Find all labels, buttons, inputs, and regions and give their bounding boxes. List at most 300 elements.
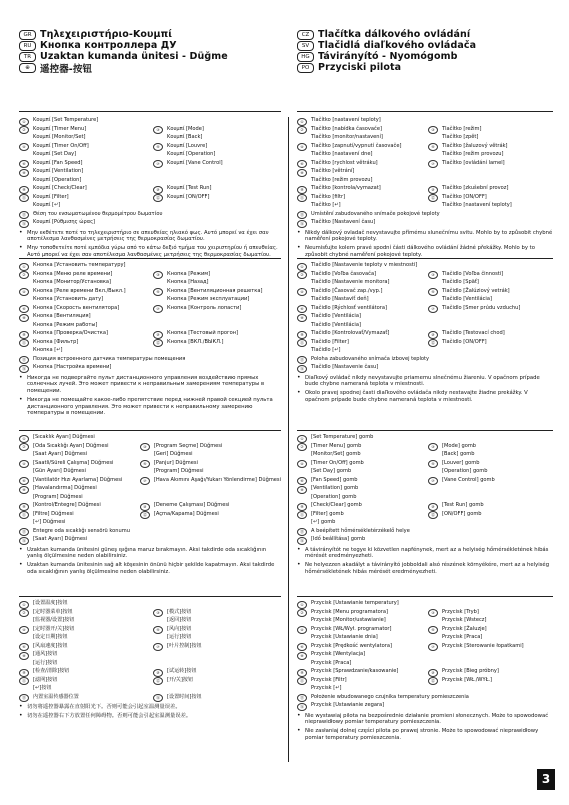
item-label: Przycisk [Ustawianie temperatury]: [311, 600, 399, 606]
item-label: [↵] Düğmesi: [33, 519, 66, 525]
item-number: ⑭: [297, 537, 307, 545]
list-item: [19, 305, 147, 314]
item-label: Tlačidlo [ON/OFF]: [442, 338, 487, 345]
header-line: [297, 40, 547, 51]
item-number: ⑭: [19, 537, 29, 545]
header-line: [19, 62, 269, 73]
section-hungarian: [297, 434, 553, 576]
language-badge: CZ: [297, 30, 314, 40]
list-item: [297, 460, 422, 469]
warning-note: [297, 375, 553, 389]
item-number: ⑦: [153, 305, 163, 313]
item-label: [Back] gomb: [442, 451, 475, 457]
bullet-icon: •: [19, 703, 23, 710]
list-item: [19, 685, 281, 694]
bullet-icon: •: [297, 545, 301, 553]
list-item: [19, 468, 134, 477]
item-number: ⑬: [297, 694, 307, 702]
language-badge: HG: [297, 52, 314, 62]
item-label: [Program Seçme] Düğmesi: [153, 442, 223, 449]
list-item: [19, 485, 281, 494]
item-number: ⑧: [19, 169, 29, 177]
section-polish: [297, 600, 553, 742]
item-number: ⑫: [140, 511, 150, 519]
item-label: Tlačítko [nabídka časovače]: [311, 125, 382, 132]
item-number: ⑥: [297, 477, 307, 485]
item-number: ⑭: [153, 694, 163, 702]
item-number: ⑪: [19, 511, 29, 519]
item-label: Θέση του ενσωματωμένου θερμομέτρου δωματίου: [33, 210, 163, 217]
list-item: [428, 194, 553, 203]
item-number: ⑩: [428, 186, 438, 194]
list-item: [153, 126, 281, 135]
list-item: [19, 617, 147, 626]
item-number: ⑬: [19, 211, 29, 219]
item-number: ⑭: [297, 365, 307, 373]
list-item: [153, 643, 281, 652]
section-slovak: [297, 262, 553, 404]
item-label: Кнопка [Реле времени Вкл./Выкл.]: [33, 287, 126, 294]
list-item: [19, 151, 147, 160]
item-label: [Saat Ayarı] Düğmesi: [33, 451, 88, 457]
section-greek: [19, 117, 281, 259]
item-number: ①: [19, 118, 29, 126]
item-label: Tlačítko [nastavení teploty]: [442, 202, 512, 208]
item-number: ②: [19, 609, 29, 617]
item-label: Кнопка [Настройка времени]: [33, 364, 112, 370]
item-label: [Test Run] gomb: [442, 502, 484, 508]
list-item: [297, 271, 422, 280]
item-number: ⑧: [297, 169, 307, 177]
warning-text: Uzaktan kumanda ünitesini güneş ışığına maruz bırakmayın. Aksi takdirde oda sıcaklığının yanlış ölçülmesine neden olabilirsiniz.: [27, 546, 267, 560]
item-label: [Gün Ayarı] Düğmesi: [33, 468, 86, 474]
item-number: ⑦: [428, 643, 438, 651]
item-label: [试运转]按钮: [167, 668, 197, 674]
section-turkish: [19, 434, 281, 576]
list-item: [19, 364, 281, 373]
item-number: ③: [428, 609, 438, 617]
list-item: [297, 536, 553, 545]
item-label: Przycisk [Tryb]: [442, 608, 479, 615]
warning-text: Diaľkový ovládač nikdy nevystavujte priamemu slnečnému žiareniu. V opačnom prípade bude chybne nameraná teplota v miestnosti.: [305, 374, 540, 388]
bullet-icon: •: [19, 244, 23, 252]
item-number: ⑪: [297, 194, 307, 202]
item-label: Кнопка [Режим эксплуатации]: [167, 296, 250, 302]
item-number: ②: [297, 271, 307, 279]
item-label: Przycisk [Filtr]: [311, 676, 347, 683]
item-label: Κουμπί [Filter]: [33, 193, 69, 200]
header-title: Tlačidlá diaľkového ovládača: [318, 40, 477, 51]
list-item: [19, 600, 281, 609]
item-label: [Havalandırma] Düğmesi: [33, 485, 97, 491]
item-label: Tlačítko [žaluzový větrák]: [442, 142, 508, 149]
list-item: [428, 330, 553, 339]
item-label: [Sıcaklık Ayarı] Düğmesi: [33, 434, 95, 440]
item-label: [Louver] gomb: [442, 459, 480, 466]
list-item: [428, 477, 553, 486]
item-label: [定时器菜单]按钮: [33, 608, 73, 615]
warning-note: [19, 547, 281, 561]
item-label: [风扇速度]按钮: [33, 642, 68, 649]
list-item: [140, 468, 281, 477]
list-item: [297, 330, 422, 339]
item-number: ④: [19, 288, 29, 296]
item-number: ⑦: [153, 643, 163, 651]
section-czech: [297, 117, 553, 259]
item-label: Кнопка [Тестовый прогон]: [167, 330, 239, 336]
item-label: [Mode] gomb: [442, 442, 477, 449]
item-number: ③: [153, 126, 163, 134]
item-label: 内置室温传感器位置: [33, 693, 79, 700]
list-item: [428, 185, 553, 194]
button-list: [19, 434, 281, 545]
list-item: [19, 296, 147, 305]
item-label: Tlačidlo [Ventilácia]: [311, 313, 361, 319]
item-label: Tlačítko [↵]: [311, 202, 341, 208]
item-label: [Hava Akımını Aşağı/Yukarı Yönlendirme] Düğmesi: [153, 476, 281, 483]
list-item: [297, 494, 553, 503]
bullet-icon: •: [19, 395, 23, 403]
item-number: ⑤: [153, 626, 163, 634]
list-item: [297, 702, 553, 711]
bullet-icon: •: [297, 561, 301, 569]
list-item: [297, 339, 422, 348]
item-label: Tlačítko [ON/OFF]: [442, 193, 487, 200]
warning-note: [297, 713, 553, 727]
list-item: [19, 626, 147, 635]
header-title: Távirányító - Nyomógomb: [318, 51, 458, 62]
list-item: [19, 202, 281, 211]
item-number: ⑧: [297, 652, 307, 660]
header-rule-left: [19, 111, 281, 112]
item-label: Кнопка [Вентиляция]: [33, 313, 91, 319]
item-label: Кнопка [Фильтр]: [33, 338, 79, 345]
item-label: [Saat Ayarı] Düğmesi: [33, 536, 88, 542]
list-item: [153, 160, 281, 169]
item-label: Κουμπί [Mode]: [167, 125, 204, 132]
item-number: ⑧: [19, 314, 29, 322]
item-label: Tlačítko [nastavení teploty]: [311, 117, 381, 123]
list-item: [140, 443, 281, 452]
list-item: [297, 151, 422, 160]
item-number: ①: [19, 435, 29, 443]
warning-note: [19, 375, 281, 395]
header-title: 遥控器-按钮: [40, 63, 93, 75]
header-title: Uzaktan kumanda ünitesi - Düğme: [40, 51, 228, 62]
list-item: [153, 194, 281, 203]
item-number: ⑭: [19, 220, 29, 228]
list-item: [297, 126, 422, 135]
list-item: [297, 485, 553, 494]
item-number: ⑩: [140, 503, 150, 511]
item-label: Кнопка [Режим]: [167, 270, 211, 277]
list-item: [19, 271, 147, 280]
list-item: [297, 617, 422, 626]
item-number: ⑬: [19, 356, 29, 364]
item-number: ⑫: [428, 511, 438, 519]
item-number: ②: [19, 443, 29, 451]
list-item: [153, 330, 281, 339]
bullet-icon: •: [297, 711, 301, 719]
list-item: [297, 600, 553, 609]
list-item: [428, 451, 553, 460]
item-label: Położenie wbudowanego czujnika temperatury pomieszczenia: [311, 693, 469, 700]
list-item: [297, 694, 553, 703]
list-item: [297, 117, 553, 126]
header-title: Кнопка контроллера ДУ: [40, 40, 177, 51]
item-label: Кнопка [Скорость вентилятора]: [33, 304, 120, 311]
item-number: ⑤: [428, 626, 438, 634]
list-item: [153, 668, 281, 677]
list-item: [428, 617, 553, 626]
list-item: [297, 322, 553, 331]
item-number: ⑤: [428, 288, 438, 296]
item-number: ⑨: [19, 331, 29, 339]
list-item: [428, 271, 553, 280]
item-label: Tlačidlo [Testovací chod]: [442, 330, 505, 336]
bullet-icon: •: [19, 711, 23, 719]
item-number: ⑩: [153, 331, 163, 339]
item-label: Tlačidlo [↵]: [311, 347, 341, 353]
item-label: Кнопка [Вентиляционная решетка]: [167, 287, 263, 294]
list-item: [153, 634, 281, 643]
item-label: Tlačidlo [Časovač zap./vyp.]: [311, 287, 383, 294]
warning-note: [19, 245, 281, 259]
item-label: Przycisk [Monitor/ustawianie]: [311, 617, 386, 623]
item-label: Κουμπί [Set Day]: [33, 151, 77, 157]
list-item: [19, 677, 147, 686]
item-label: [Timer Menu] gomb: [311, 442, 362, 449]
item-label: [Check/Clear] gomb: [311, 502, 362, 508]
item-label: Tlačidlo [Nastavenie času]: [311, 364, 379, 370]
item-label: Κουμπί [Timer Menu]: [33, 125, 87, 132]
item-number: ⑩: [153, 186, 163, 194]
item-label: [开/关]按钮: [167, 676, 194, 683]
list-item: [428, 511, 553, 520]
item-label: [Idő beállítása] gomb: [311, 536, 366, 542]
item-label: Кнопка [↵]: [33, 347, 63, 353]
item-number: ⑥: [297, 160, 307, 168]
item-number: ①: [297, 263, 307, 271]
item-number: ⑫: [428, 677, 438, 685]
warning-text: 切勿在遥控器右下方放置任何障碍物。否则可能会引起室温测量误差。: [27, 712, 192, 719]
list-item: [297, 347, 553, 356]
header-title: Przyciski pilota: [318, 62, 402, 73]
item-number: ⑭: [19, 365, 29, 373]
list-item: [19, 160, 147, 169]
item-label: Κουμπί [Monitor/Set]: [33, 134, 86, 140]
item-label: [↵]按钮: [33, 685, 52, 691]
item-number: ④: [297, 288, 307, 296]
item-label: Κουμπί [Ρύθμισης ώρας]: [33, 219, 96, 225]
list-item: [19, 609, 147, 618]
list-item: [297, 202, 422, 211]
list-item: [140, 460, 281, 469]
item-label: [Set Temperature] gomb: [311, 434, 374, 440]
item-label: [Program] Düğmesi: [153, 468, 204, 474]
list-item: [140, 511, 281, 520]
item-label: Tlačítko [ovládání lamel]: [442, 159, 505, 166]
list-item: [297, 168, 553, 177]
item-number: ④: [297, 626, 307, 634]
list-item: [19, 528, 281, 537]
list-item: [153, 143, 281, 152]
warning-note: [297, 230, 553, 244]
bullet-icon: •: [297, 228, 301, 236]
item-label: Tlačítko [kontrola/vymazat]: [311, 185, 381, 191]
item-label: Кнопка [Установить температуру]: [33, 262, 126, 268]
item-number: ⑨: [19, 503, 29, 511]
item-label: Przycisk [Prędkość wentylatora]: [311, 642, 392, 649]
item-number: ③: [153, 271, 163, 279]
list-item: [19, 460, 134, 469]
item-number: ⑩: [153, 669, 163, 677]
list-item: [297, 677, 422, 686]
header-line: [297, 62, 547, 73]
item-number: ②: [297, 443, 307, 451]
list-item: [297, 262, 553, 271]
item-number: ⑥: [297, 643, 307, 651]
item-label: Κουμπί [Ventilation]: [33, 168, 84, 174]
item-number: ⑬: [297, 211, 307, 219]
item-label: [Kontrol/Entegre] Düğmesi: [33, 502, 101, 508]
item-number: ④: [19, 143, 29, 151]
item-label: Tlačítko [zapnutí/vypnutí časovače]: [311, 142, 402, 149]
list-item: [19, 668, 147, 677]
item-label: Кнопка [Установить дату]: [33, 296, 104, 302]
item-label: Tlačítko [režim]: [442, 125, 482, 132]
item-label: [检查/清除]按钮: [33, 668, 70, 674]
item-number: ②: [297, 609, 307, 617]
item-number: ⑧: [297, 314, 307, 322]
list-item: [19, 443, 134, 452]
list-item: [297, 219, 553, 228]
item-label: [返回]按钮: [167, 617, 192, 623]
item-label: [Timer On/Off] gomb: [311, 459, 364, 466]
list-item: [297, 305, 422, 314]
item-number: ⑦: [428, 305, 438, 313]
item-number: ⑨: [297, 186, 307, 194]
item-number: ⑥: [19, 477, 29, 485]
item-label: Кнопка [Контроль лопасти]: [167, 304, 242, 311]
list-item: [19, 356, 281, 365]
item-label: Tlačidlo [Voľba časovača]: [311, 270, 377, 277]
warning-text: Nikdy dálkový ovladač nevystavujte přímému slunečnímu svitu. Mohlo by to způsobit chybné naměření pokojové teploty.: [305, 229, 553, 243]
list-item: [19, 494, 281, 503]
warning-note: [297, 245, 553, 259]
item-number: ⑦: [428, 477, 438, 485]
list-item: [297, 160, 422, 169]
list-item: [140, 477, 281, 486]
item-label: Tlačidlo [Nastavenie teploty v miestnosti]: [311, 262, 418, 268]
list-item: [428, 143, 553, 152]
item-label: [Saatli/Süreli Çalışma] Düğmesi: [33, 459, 114, 466]
list-item: [19, 168, 281, 177]
warning-text: 切勿将遥控器暴露在直射阳光下。否则可能会引起室温测量误差。: [27, 704, 181, 710]
list-item: [297, 211, 553, 220]
list-item: [428, 296, 553, 305]
button-list: [297, 600, 553, 711]
warning-text: Никогда не подвергайте пульт дистанционного управления воздействию прямых солнечных лучей. Это может привести к неправильным замерениям температуры в помещении.: [27, 374, 265, 395]
list-item: [428, 279, 553, 288]
list-item: [153, 677, 281, 686]
list-item: [19, 143, 147, 152]
list-item: [297, 651, 553, 660]
item-label: [ON/OFF] gomb: [442, 510, 482, 517]
item-label: Przycisk [Praca]: [311, 659, 352, 666]
item-label: [Monitor/Set] gomb: [311, 451, 361, 457]
list-item: [153, 617, 281, 626]
list-item: [19, 126, 147, 135]
item-number: ⑤: [153, 288, 163, 296]
item-number: ⑪: [19, 194, 29, 202]
header-line: [19, 40, 269, 51]
item-label: [设定日期]按钮: [33, 634, 68, 640]
item-label: Κουμπί [Louvre]: [167, 142, 208, 149]
bullet-icon: •: [297, 727, 301, 735]
list-item: [428, 634, 553, 643]
item-label: [叶片控制]按钮: [167, 642, 202, 649]
list-item: [19, 477, 134, 486]
language-badge: RU: [19, 41, 36, 51]
list-item: [297, 609, 422, 618]
item-number: ⑧: [19, 652, 29, 660]
warning-text: Никогда не помещайте какое-либо препятствие перед нижней правой секцией пульта дистанционного управления. Это может привести к неправильному замерению температуры в помещении.: [27, 396, 273, 417]
warning-note: [19, 397, 281, 417]
list-item: [19, 519, 281, 528]
item-label: Tlačítko [větrání]: [311, 168, 355, 174]
list-item: [428, 643, 553, 652]
list-item: [19, 347, 281, 356]
list-item: [428, 126, 553, 135]
item-label: Tlačidlo [Voľba činnosti]: [442, 270, 504, 277]
item-number: ③: [140, 443, 150, 451]
list-item: [153, 151, 281, 160]
item-number: ③: [153, 609, 163, 617]
list-item: [153, 296, 281, 305]
item-label: Κουμπί [Back]: [167, 134, 203, 140]
item-label: Poloha zabudovaného snímača izbovej teploty: [311, 355, 430, 362]
list-item: [428, 202, 553, 211]
item-label: [通风]按钮: [33, 651, 58, 657]
list-item: [19, 262, 281, 271]
item-number: ⑪: [297, 511, 307, 519]
button-list: [19, 600, 281, 702]
item-label: Кнопка [ВКЛ./ВЫКЛ.]: [167, 338, 224, 345]
language-badge: GR: [19, 30, 36, 40]
bullet-icon: •: [297, 373, 301, 381]
item-label: Tlačidlo [Žalúziový vetrák]: [442, 287, 510, 294]
item-number: ②: [297, 126, 307, 134]
item-label: [Filtre] Düğmesi: [33, 510, 74, 517]
list-item: [428, 134, 553, 143]
list-item: [19, 211, 281, 220]
list-item: [153, 339, 281, 348]
item-number: ⑤: [428, 143, 438, 151]
item-label: Tlačidlo [Nastavenie monitora]: [311, 279, 390, 285]
item-number: ①: [19, 601, 29, 609]
warning-text: Μην τοποθετείτε ποτέ εμπόδια γύρω από το κάτω δεξιό τμήμα του χειριστηρίου ή απευθείας. Αυτό μπορεί να έχει σαν αποτέλεσμα λανθασμένες μετρήσεις της θερμοκρασίας δωματίου.: [27, 245, 278, 258]
item-label: [Panjur] Düğmesi: [153, 459, 198, 466]
item-number: ⑨: [19, 186, 29, 194]
list-item: [297, 528, 553, 537]
item-number: ⑩: [428, 669, 438, 677]
warning-note: [19, 230, 281, 244]
item-label: Κουμπί [Timer On/Off]: [33, 142, 89, 149]
list-item: [297, 143, 422, 152]
list-item: [428, 626, 553, 635]
list-item: [297, 185, 422, 194]
